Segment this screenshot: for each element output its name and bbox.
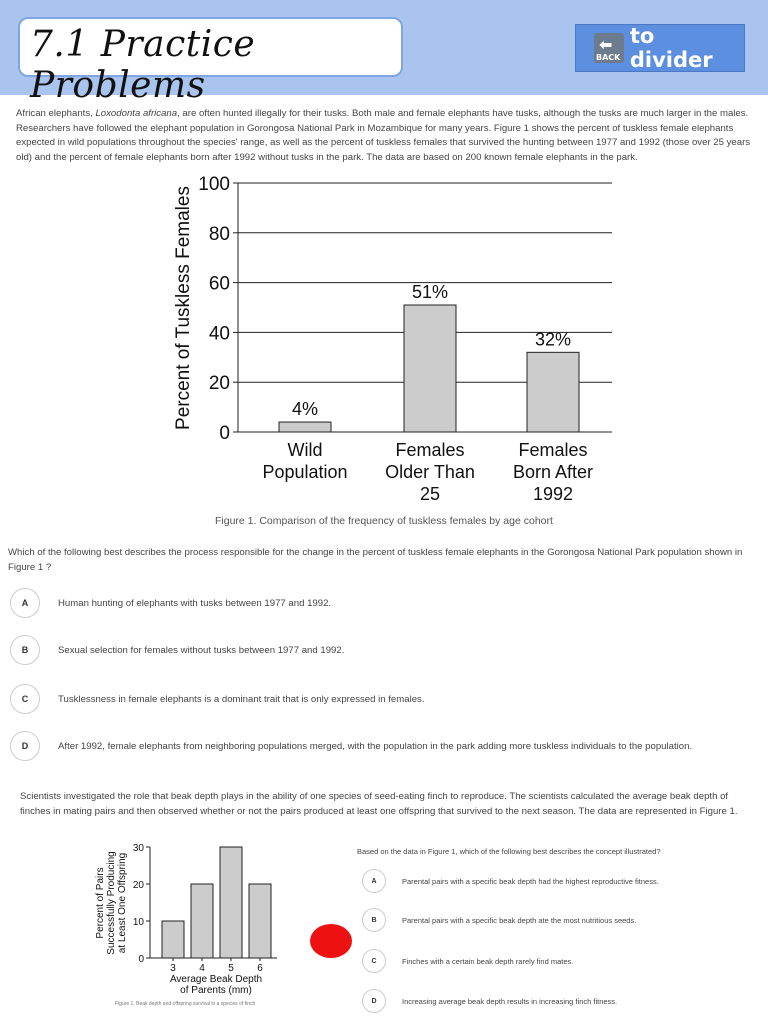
q2-choice-d-letter: D bbox=[362, 989, 386, 1013]
bar-1 bbox=[191, 884, 213, 958]
bar-0 bbox=[279, 422, 331, 432]
bar-2 bbox=[220, 847, 242, 958]
bar-3 bbox=[249, 884, 271, 958]
x-axis-title-0: Average Beak Depth bbox=[169, 974, 263, 985]
back-icon-text: BACK bbox=[596, 53, 621, 62]
q1-choice-c-text: Tusklessness in female elephants is a dominant trait that is only expressed in females. bbox=[58, 693, 425, 705]
y-tick-label-80: 80 bbox=[208, 223, 230, 245]
x-tick-label-3: 6 bbox=[257, 963, 263, 974]
y-axis-title-0: Percent of Pairs bbox=[95, 867, 106, 939]
q2-choice-c-letter: C bbox=[362, 949, 386, 973]
x-category-label-1-2: 25 bbox=[419, 484, 441, 504]
q2-choice-a[interactable] bbox=[362, 869, 659, 893]
y-tick-label-0: 0 bbox=[138, 954, 144, 965]
x-category-label-1-1: Older Than bbox=[385, 462, 475, 482]
passage-finch: Scientists investigated the role that beak depth plays in the ability of one species of seed-eating finch to reproduce. The scientists calculated the average beak depth of finches in mating pairs and then observed whether or not the pairs produced at least one offspring that survived to the next season. The data are represented in Figure 1. bbox=[20, 791, 738, 817]
figure2-caption: Figure 1. Beak depth and offspring survival in a species of finch bbox=[115, 1001, 256, 1007]
x-category-label-2-0: Females bbox=[518, 440, 588, 460]
q1-choice-d-text: After 1992, female elephants from neighboring populations merged, with the population in the park adding more tuskless individuals to the population. bbox=[58, 740, 693, 752]
x-tick-label-2: 5 bbox=[228, 963, 234, 974]
q2-choice-c-text: Finches with a certain beak depth rarely find mates. bbox=[402, 956, 574, 966]
q1-choice-a-text: Human hunting of elephants with tusks between 1977 and 1992. bbox=[58, 597, 332, 609]
q2-choice-d[interactable] bbox=[362, 989, 617, 1013]
species-name: Loxodonta africana bbox=[95, 108, 178, 119]
q1-choice-b-text: Sexual selection for females without tusks between 1977 and 1992. bbox=[58, 644, 345, 656]
y-axis-title: Percent of Tuskless Females bbox=[173, 186, 194, 430]
y-axis-title-1: Successfully Producing bbox=[106, 851, 117, 955]
x-category-label-0-0: Wild bbox=[287, 440, 323, 460]
y-tick-label-30: 30 bbox=[132, 843, 144, 854]
back-arrow-icon: ⬅ BACK bbox=[594, 33, 624, 63]
x-category-label-2-2: 1992 bbox=[532, 484, 574, 504]
question1-text: Which of the following best describes the process responsible for the change in the percent of tuskless female elephants in the Gorongosa National Park population shown in Figure 1 ? bbox=[8, 547, 743, 573]
x-axis-title-1: of Parents (mm) bbox=[180, 985, 252, 996]
y-tick-label-20: 20 bbox=[132, 880, 144, 891]
red-dot-marker bbox=[310, 924, 352, 958]
q1-choice-c-letter: C bbox=[10, 684, 40, 714]
question2-text: Based on the data in Figure 1, which of the following best describes the concept illustrated? bbox=[357, 847, 661, 856]
q2-choice-a-text: Parental pairs with a specific beak depth had the highest reproductive fitness. bbox=[402, 876, 659, 886]
x-tick-label-0: 3 bbox=[170, 963, 176, 974]
q2-choice-b[interactable] bbox=[362, 908, 636, 932]
q1-choice-b[interactable] bbox=[10, 635, 344, 665]
q2-choice-b-text: Parental pairs with a specific beak depth ate the most nutritious seeds. bbox=[402, 915, 637, 925]
q1-choice-a-letter: A bbox=[10, 588, 40, 618]
y-tick-label-0: 0 bbox=[219, 423, 230, 444]
y-tick-label-60: 60 bbox=[208, 273, 230, 295]
q2-choice-b-letter: B bbox=[362, 908, 386, 932]
q1-choice-a[interactable] bbox=[10, 588, 331, 618]
data-label-0: 4% bbox=[291, 399, 319, 420]
bar-2 bbox=[527, 352, 579, 432]
x-category-label-0-1: Population bbox=[262, 462, 348, 482]
q2-choice-a-letter: A bbox=[362, 869, 386, 893]
y-tick-label-40: 40 bbox=[208, 323, 230, 345]
beak-depth-chart bbox=[0, 835, 300, 1015]
data-label-2: 32% bbox=[534, 329, 572, 350]
y-tick-label-20: 20 bbox=[208, 373, 230, 395]
y-tick-label-100: 100 bbox=[198, 174, 230, 195]
bar-1 bbox=[404, 305, 456, 432]
x-category-label-2-1: Born After bbox=[512, 462, 594, 482]
q1-choice-d-letter: D bbox=[10, 731, 40, 761]
x-tick-label-1: 4 bbox=[199, 963, 205, 974]
passage1-post: , are often hunted illegally for their tusks. Both male and female elephants have tusks, although the tusks are much larger in the males. Researchers have followed the elephant population in Gorongosa National Park in Mozambique for many years. Figure 1 shows the percent of tuskless female elephants expected in wild populations throughout the species' range, as well as the percent of tuskless females that survived the hunting between 1977 and 1992 (those over 25 years old) and the percent of female elephants born after 1992 without tusks in the park. The data are based on 200 known female elephants in the park. bbox=[16, 108, 751, 163]
back-button-label: to divider bbox=[629, 24, 713, 72]
y-tick-label-10: 10 bbox=[132, 917, 144, 928]
data-label-1: 51% bbox=[411, 282, 449, 303]
page-title: 7.1 Practice Problems bbox=[30, 24, 256, 106]
bar-0 bbox=[162, 921, 184, 958]
q1-choice-c[interactable] bbox=[10, 684, 425, 714]
q2-choice-d-text: Increasing average beak depth results in increasing finch fitness. bbox=[402, 996, 618, 1006]
passage1-pre: African elephants, bbox=[16, 108, 96, 119]
q1-choice-d[interactable] bbox=[10, 731, 692, 761]
q2-choice-c[interactable] bbox=[362, 949, 573, 973]
y-axis-title-2: at Least One Offspring bbox=[117, 852, 128, 954]
figure1-caption: Figure 1. Comparison of the frequency of tuskless females by age cohort bbox=[215, 515, 553, 527]
q1-choice-b-letter: B bbox=[10, 635, 40, 665]
x-category-label-1-0: Females bbox=[395, 440, 465, 460]
